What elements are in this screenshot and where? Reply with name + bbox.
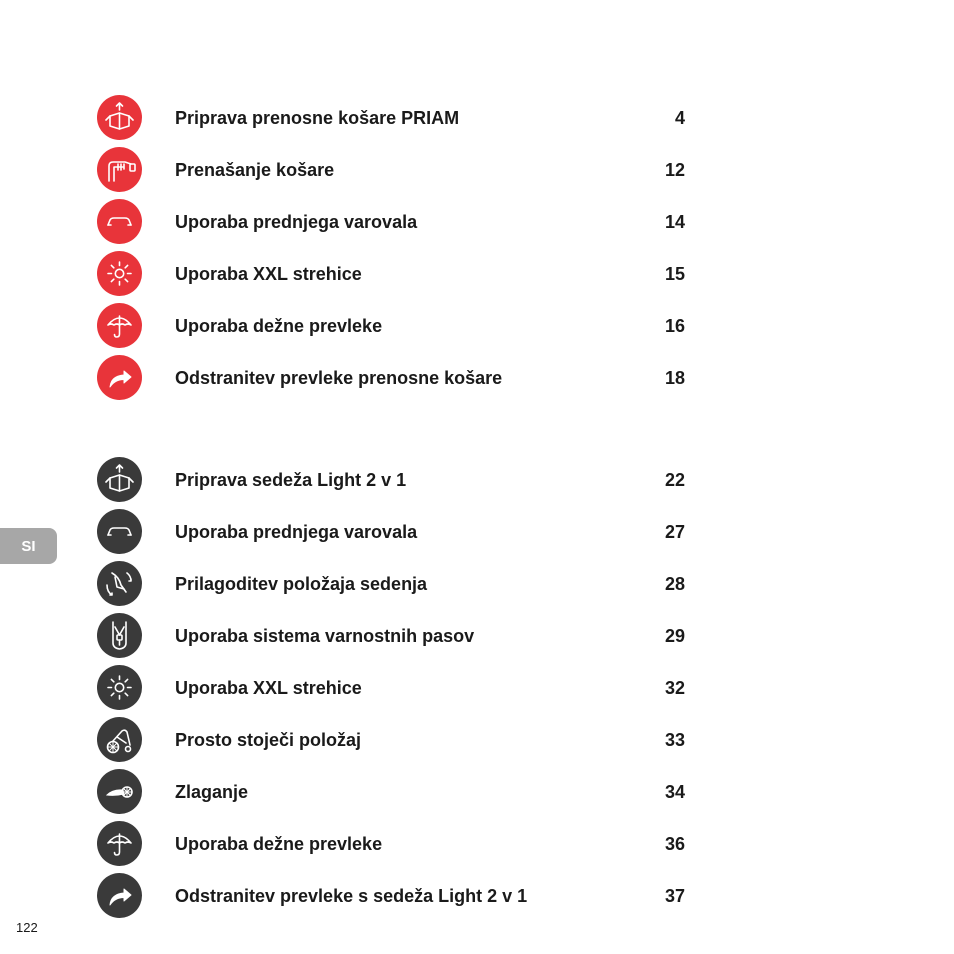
toc-entry[interactable] xyxy=(97,509,697,555)
page-number: 122 xyxy=(16,920,38,935)
toc-entry-title: Uporaba XXL strehice xyxy=(175,678,362,698)
toc-entry[interactable] xyxy=(97,821,697,867)
toc-entry[interactable] xyxy=(97,613,697,659)
harness-icon xyxy=(97,613,142,658)
toc-entry-title: Uporaba sistema varnostnih pasov xyxy=(175,626,475,646)
sun-canopy-icon xyxy=(97,665,142,710)
toc-entry-page: 32 xyxy=(664,678,685,698)
toc-entry-page: 37 xyxy=(664,886,685,906)
toc-entry-page: 34 xyxy=(664,782,685,802)
toc-entry[interactable] xyxy=(97,873,697,919)
toc-entry-page: 12 xyxy=(664,160,685,180)
toc-entry-page: 33 xyxy=(664,730,685,750)
fold-stroller-icon xyxy=(97,769,142,814)
toc-entry-page: 22 xyxy=(664,470,685,490)
sun-canopy-icon xyxy=(97,251,142,296)
toc-entry-title: Priprava prenosne košare PRIAM xyxy=(175,108,460,128)
toc-entry[interactable] xyxy=(97,355,697,401)
curved-arrow-icon xyxy=(97,873,142,918)
toc-entry-page: 4 xyxy=(674,108,685,128)
toc-entry-page: 15 xyxy=(664,264,685,284)
toc-entry-page: 36 xyxy=(664,834,685,854)
toc-entry-title: Uporaba dežne prevleke xyxy=(175,834,383,854)
toc-entry[interactable] xyxy=(97,457,697,503)
toc-entry-page: 18 xyxy=(664,368,685,388)
toc-entry[interactable] xyxy=(97,769,697,815)
curved-arrow-icon xyxy=(97,355,142,400)
carry-hand-icon xyxy=(97,147,142,192)
toc-entry[interactable] xyxy=(97,95,697,141)
toc-entry-title: Odstranitev prevleke s sedeža Light 2 v 1 xyxy=(175,886,528,906)
toc-entry-page: 16 xyxy=(664,316,685,336)
toc-entry-page: 14 xyxy=(664,212,685,232)
toc-entry-title: Prenašanje košare xyxy=(175,160,335,180)
bumper-bar-icon xyxy=(97,509,142,554)
umbrella-icon xyxy=(97,821,142,866)
bumper-bar-icon xyxy=(97,199,142,244)
toc-entry[interactable] xyxy=(97,665,697,711)
toc-entry-title: Prosto stoječi položaj xyxy=(175,730,362,750)
toc-entry-title: Priprava sedeža Light 2 v 1 xyxy=(175,470,407,490)
umbrella-icon xyxy=(97,303,142,348)
toc-entry-page: 29 xyxy=(664,626,685,646)
toc-entry-title: Odstranitev prevleke prenosne košare xyxy=(175,368,503,388)
toc-entry-title: Uporaba prednjega varovala xyxy=(175,522,418,542)
stroller-stand-icon xyxy=(97,717,142,762)
toc-entry[interactable] xyxy=(97,147,697,193)
toc-entry[interactable] xyxy=(97,199,697,245)
toc-entry-title: Uporaba XXL strehice xyxy=(175,264,362,284)
toc-entry[interactable] xyxy=(97,303,697,349)
box-unpack-icon xyxy=(97,457,142,502)
toc-entry[interactable] xyxy=(97,717,697,763)
language-tab: SI xyxy=(0,528,57,564)
toc-entry-title: Prilagoditev položaja sedenja xyxy=(175,574,428,594)
toc-entry[interactable] xyxy=(97,561,697,607)
toc-entry-page: 28 xyxy=(664,574,685,594)
toc-entry[interactable] xyxy=(97,251,697,297)
toc-entry-title: Uporaba dežne prevleke xyxy=(175,316,383,336)
toc-entry-page: 27 xyxy=(664,522,685,542)
box-unpack-icon xyxy=(97,95,142,140)
seat-recline-icon xyxy=(97,561,142,606)
toc-entry-title: Zlaganje xyxy=(175,782,249,802)
toc-entry-title: Uporaba prednjega varovala xyxy=(175,212,418,232)
